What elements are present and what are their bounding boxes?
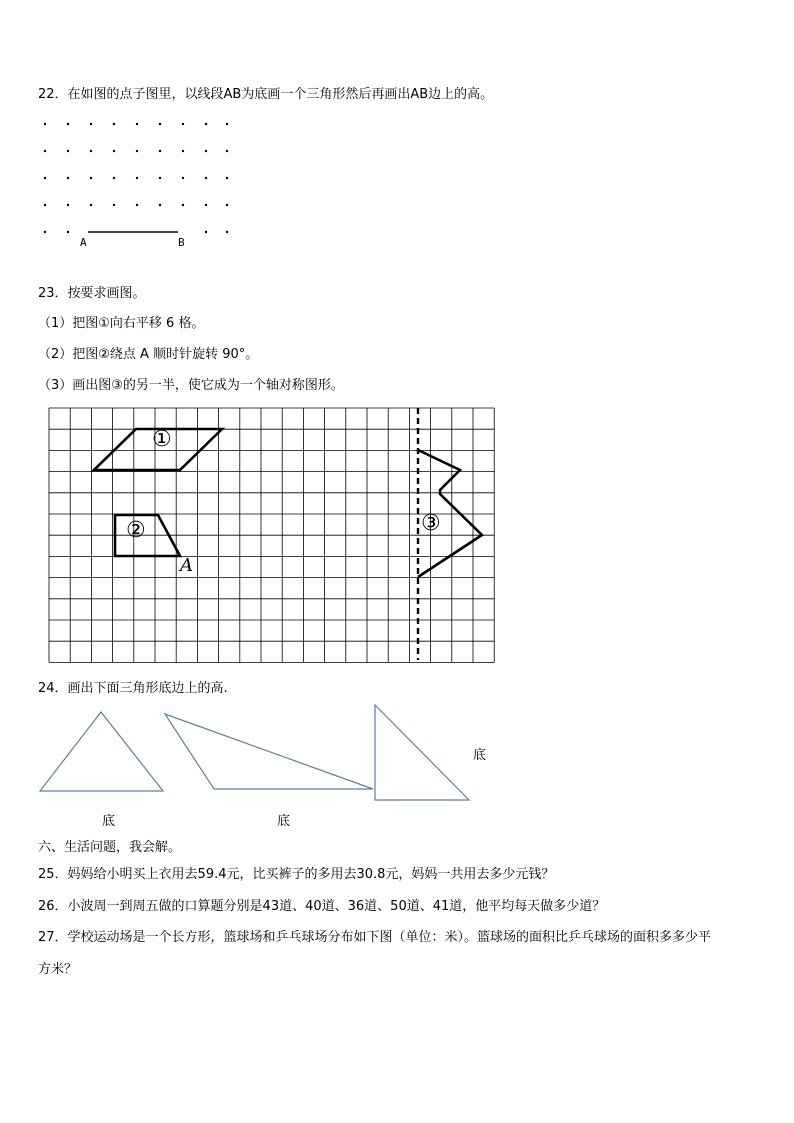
grid-dot: [226, 123, 228, 125]
grid-dot: [159, 177, 161, 179]
grid-dot: [136, 123, 138, 125]
grid-dot: [90, 204, 92, 206]
grid-dot: [90, 150, 92, 152]
figure-1-label: ①: [152, 427, 172, 452]
label-b: B: [178, 236, 185, 249]
base-label-1: 底: [102, 814, 116, 829]
q23-text: 23．按要求画图。: [38, 286, 146, 301]
base-label-2: 底: [277, 814, 291, 829]
triangle-2: [165, 714, 373, 789]
q24-text: 24．画出下面三角形底边上的高.: [38, 681, 228, 696]
grid-dot: [205, 231, 207, 233]
grid-dot: [67, 177, 69, 179]
grid-dot: [90, 123, 92, 125]
grid-dot: [182, 123, 184, 125]
grid-dot: [159, 123, 161, 125]
q26-text: 26．小波周一到周五做的口算题分别是43道、40道、36道、50道、41道，他平均每天做多少道？: [38, 899, 606, 914]
grid-dot: [67, 123, 69, 125]
figure-2-label: ②: [126, 518, 146, 543]
section-6-title: 六、生活问题，我会解。: [38, 840, 182, 855]
grid-dot: [182, 204, 184, 206]
grid-dot: [205, 204, 207, 206]
grid-dot: [44, 204, 46, 206]
grid-dot: [182, 177, 184, 179]
q27-text-line1: 27．学校运动场是一个长方形，篮球场和乒乓球场分布如下图（单位：米）。篮球场的面积比乒乓球场的面积多多少平: [38, 930, 712, 945]
grid-dot: [159, 150, 161, 152]
q22-text: 22．在如图的点子图里，以线段AB为底画一个三角形然后再画出AB边上的高。: [38, 87, 494, 102]
grid-dot: [159, 204, 161, 206]
q25-text: 25．妈妈给小明买上衣用去59.4元，比买裤子的多用去30.8元，妈妈一共用去多少元钱？: [38, 867, 555, 882]
grid-dot: [136, 177, 138, 179]
base-label-3: 底: [473, 748, 487, 763]
point-a-label: A: [180, 555, 193, 576]
grid-dot: [226, 231, 228, 233]
grid-dot: [205, 123, 207, 125]
grid-dot: [67, 231, 69, 233]
grid-dot: [113, 123, 115, 125]
grid-dot: [44, 177, 46, 179]
grid-dot: [67, 150, 69, 152]
grid-dot: [44, 123, 46, 125]
triangle-1: [40, 712, 163, 791]
figure-3-label: ③: [421, 511, 441, 536]
label-a: A: [80, 236, 87, 249]
grid-dot: [67, 204, 69, 206]
grid-dot: [44, 231, 46, 233]
grid-dot: [226, 150, 228, 152]
triangle-3: [375, 705, 469, 800]
grid-dot: [205, 177, 207, 179]
grid-dot: [90, 177, 92, 179]
grid-dot: [113, 177, 115, 179]
grid-dot: [226, 177, 228, 179]
grid-dot: [113, 150, 115, 152]
grid-dot: [113, 204, 115, 206]
grid-dot: [44, 150, 46, 152]
grid-dot: [226, 204, 228, 206]
q23-sub2: （2）把图②绕点 A 顺时针旋转 90°。: [38, 347, 259, 362]
grid-dot: [182, 150, 184, 152]
grid-dot: [136, 150, 138, 152]
q27-text-line2: 方米？: [38, 962, 78, 977]
grid-dot: [136, 204, 138, 206]
q23-sub3: （3）画出图③的另一半，使它成为一个轴对称图形。: [38, 378, 344, 393]
grid-dot: [205, 150, 207, 152]
figure-2-trapezoid: [115, 515, 180, 556]
q23-sub1: （1）把图①向右平移 6 格。: [38, 316, 205, 331]
